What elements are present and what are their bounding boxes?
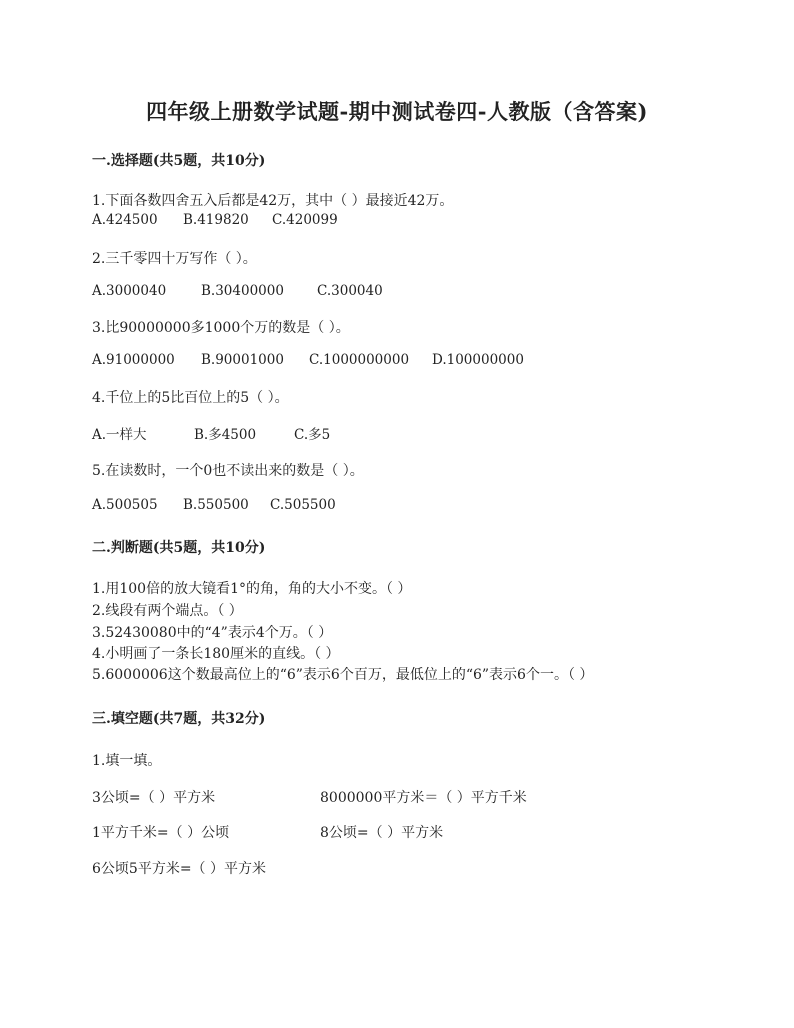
option-3d: D.100000000	[432, 352, 524, 368]
question-5: 5.在读数时，一个0也不读出来的数是（ ）。	[92, 463, 364, 479]
judge-item-5: 5.6000006这个数最高位上的“6”表示6个百万，最低位上的“6”表示6个一。（ ）	[92, 667, 594, 683]
question-3: 3.比90000000多1000个万的数是（ ）。	[92, 320, 350, 336]
option-2b: B.30400000	[201, 283, 284, 299]
option-5c: C.505500	[270, 497, 336, 513]
option-4c: C.多5	[294, 427, 331, 443]
fill-row-1-left: 3公顷=（ ）平方米	[92, 790, 216, 806]
question-2: 2.三千零四十万写作（ ）。	[92, 251, 257, 267]
fill-row-2-right: 8公顷=（ ）平方米	[320, 825, 444, 841]
judge-item-1: 1.用100倍的放大镜看1°的角，角的大小不变。（ ）	[92, 581, 412, 597]
fill-row-3-left: 6公顷5平方米=（ ）平方米	[92, 861, 266, 877]
option-1c: C.420099	[272, 212, 338, 228]
section-heading-fill: 三.填空题(共7题，共32分)	[92, 711, 266, 727]
fill-intro: 1.填一填。	[92, 753, 162, 769]
fill-row-1-right: 8000000平方米＝（ ）平方千米	[320, 790, 527, 806]
option-3c: C.1000000000	[309, 352, 410, 368]
fill-row-2-left: 1平方千米=（ ）公顷	[92, 825, 230, 841]
question-4: 4.千位上的5比百位上的5（ ）。	[92, 390, 289, 406]
section-heading-choice: 一.选择题(共5题，共10分)	[92, 153, 266, 169]
judge-item-4: 4.小明画了一条长180厘米的直线。（ ）	[92, 646, 340, 662]
option-1b: B.419820	[183, 212, 249, 228]
judge-item-2: 2.线段有两个端点。（ ）	[92, 603, 243, 619]
option-4a: A.一样大	[92, 427, 147, 443]
section-heading-judge: 二.判断题(共5题，共10分)	[92, 540, 266, 556]
option-5b: B.550500	[183, 497, 249, 513]
option-2a: A.3000040	[92, 283, 167, 299]
option-3b: B.90001000	[201, 352, 284, 368]
question-1: 1.下面各数四舍五入后都是42万，其中（ ）最接近42万。	[92, 193, 454, 209]
option-2c: C.300040	[317, 283, 383, 299]
option-5a: A.500505	[92, 497, 158, 513]
option-1a: A.424500	[92, 212, 158, 228]
page-title: 四年级上册数学试题-期中测试卷四-人教版（含答案)	[146, 99, 648, 124]
option-4b: B.多4500	[194, 427, 257, 443]
option-3a: A.91000000	[92, 352, 175, 368]
judge-item-3: 3.52430080中的“4”表示4个万。（ ）	[92, 625, 333, 641]
